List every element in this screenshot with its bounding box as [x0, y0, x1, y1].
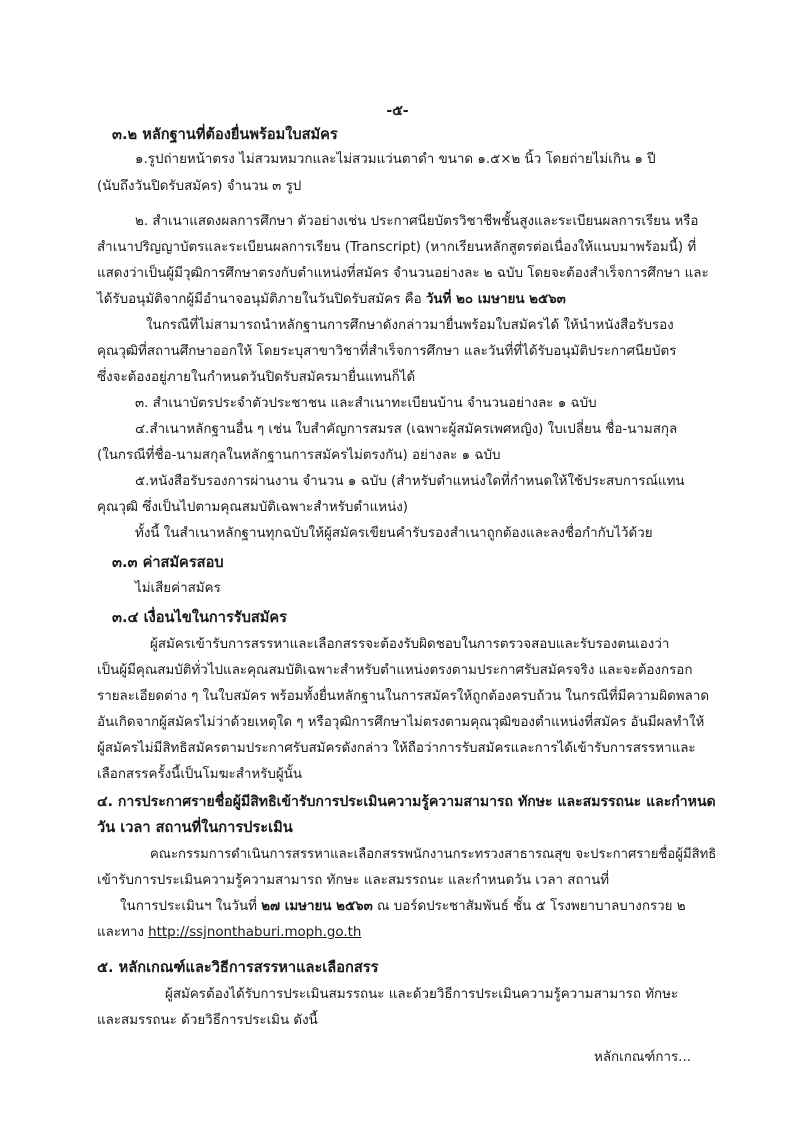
- item-2-line-4: [97, 291, 566, 309]
- item-4-line-1: ๔.สำเนาหลักฐานอื่น ๆ เช่น ใบสำคัญการสมรส (เฉพาะผู้สมัครเพศหญิง) ใบเปลี่ยน ชื่อ-นามสกุล: [135, 422, 678, 437]
- announcement-line-2: เข้ารับการประเมินความรู้ความสามารถ ทักษะ และสมรรถนะ และกำหนดวัน เวลา สถานที่: [97, 873, 610, 888]
- certify-note: ทั้งนี้ ในสำเนาหลักฐานทุกฉบับให้ผู้สมัครเขียนคำรับรองสำเนาถูกต้องและลงชื่อกำกับไว้ด้วย: [135, 526, 653, 541]
- item-1-line-2: (นับถึงวันปิดรับสมัคร) จำนวน ๓ รูป: [97, 179, 302, 194]
- section-3-3-heading: ๓.๓ ค่าสมัครสอบ: [112, 554, 224, 571]
- conditions-line-4: อันเกิดจากผู้สมัครไม่ว่าด้วยเหตุใด ๆ หรือวุฒิการศึกษาไม่ตรงตามคุณวุฒิของตำแหน่งที่สมัคร อันมีผลทำให้: [97, 715, 705, 730]
- conditions-line-2: เป็นผู้มีคุณสมบัติทั่วไปและคุณสมบัติเฉพาะสำหรับตำแหน่งตรงตามประกาศรับสมัครจริง และจะต้องกรอก: [97, 663, 693, 678]
- conditions-line-5: ผู้สมัครไม่มีสิทธิสมัครตามประกาศรับสมัครดังกล่าว ให้ถือว่าการรับสมัครและการได้เข้ารับการสรรหาและ: [97, 741, 696, 756]
- website-link[interactable]: http://ssjnonthaburi.moph.go.th: [148, 925, 362, 940]
- conditions-line-3: รายละเอียดต่าง ๆ ในใบสมัคร พร้อมทั้งยื่นหลักฐานในการสมัครให้ถูกต้องครบถ้วน ในกรณีที่มีความผิดพลาด: [97, 689, 710, 704]
- announcement-line-1: คณะกรรมการดำเนินการสรรหาและเลือกสรรพนักงานกระทรวงสาธารณสุข จะประกาศรายชื่อผู้มีสิทธิ: [150, 847, 717, 862]
- section-5-heading: ๕. หลักเกณฑ์และวิธีการสรรหาและเลือกสรร: [97, 959, 379, 976]
- announcement-location: ณ บอร์ดประชาสัมพันธ์ ชั้น ๕ โรงพยาบาลบางกรวย ๒: [372, 899, 686, 914]
- announcement-line-4: [97, 924, 361, 942]
- item-2-line-1: ๒. สำเนาแสดงผลการศึกษา ตัวอย่างเช่น ประกาศนียบัตรวิชาชีพชั้นสูงและระเบียนผลการเรียน หรือ: [135, 214, 699, 229]
- announcement-line-3-text: ในการประเมินฯ ในวันที่: [120, 899, 262, 914]
- page-number: -๕-: [386, 103, 409, 119]
- section-3-3-body: ไม่เสียค่าสมัคร: [135, 581, 221, 596]
- note-line-3: ซึ่งจะต้องอยู่ภายในกำหนดวันปิดรับสมัครมายื่นแทนก็ได้: [97, 370, 416, 385]
- section-4-heading-line-1: ๔. การประกาศรายชื่อผู้มีสิทธิเข้ารับการประเมินความรู้ความสามารถ ทักษะ และสมรรถนะ และกำหนด: [97, 794, 716, 810]
- item-4-line-2: (ในกรณีที่ชื่อ-นามสกุลในหลักฐานการสมัครไม่ตรงกัน) อย่างละ ๑ ฉบับ: [97, 448, 501, 463]
- announcement-date: ๒๗ เมษายน ๒๕๖๓: [261, 899, 373, 914]
- item-5-line-2: คุณวุฒิ ซึ่งเป็นไปตามคุณสมบัติเฉพาะสำหรับตำแหน่ง): [97, 500, 408, 515]
- item-3: ๓. สำเนาบัตรประจำตัวประชาชน และสำเนาทะเบียนบ้าน จำนวนอย่างละ ๑ ฉบับ: [135, 396, 597, 411]
- item-1-line-1: ๑.รูปถ่ายหน้าตรง ไม่สวมหมวกและไม่สวมแว่นตาดำ ขนาด ๑.๕×๒ นิ้ว โดยถ่ายไม่เกิน ๑ ปี: [135, 152, 656, 167]
- item-2-line-2: สำเนาปริญญาบัตรและระเบียนผลการเรียน (Transcript) (หากเรียนหลักสูตรต่อเนื่องให้แนบมาพร้อมนี้) ที่: [97, 240, 697, 255]
- section-3-2-heading: ๓.๒ หลักฐานที่ต้องยื่นพร้อมใบสมัคร: [112, 126, 338, 143]
- conditions-line-1: ผู้สมัครเข้ารับการสรรหาและเลือกสรรจะต้องรับผิดชอบในการตรวจสอบและรับรองตนเองว่า: [150, 637, 670, 652]
- criteria-line-1: ผู้สมัครต้องได้รับการประเมินสมรรถนะ และด้วยวิธีการประเมินความรู้ความสามารถ ทักษะ: [165, 987, 679, 1002]
- section-3-4-heading: ๓.๔ เงื่อนไขในการรับสมัคร: [112, 609, 288, 626]
- item-2-line-3: แสดงว่าเป็นผู้มีวุฒิการศึกษาตรงกับตำแหน่งที่สมัคร จำนวนอย่างละ ๒ ฉบับ โดยจะต้องสำเร็จการศึกษา และ: [97, 266, 709, 281]
- announcement-line-3: [120, 898, 686, 916]
- conditions-line-6: เลือกสรรครั้งนี้เป็นโมฆะสำหรับผู้นั้น: [97, 767, 303, 782]
- section-4-heading-line-2: วัน เวลา สถานที่ในการประเมิน: [97, 819, 293, 836]
- continuation-note: หลักเกณฑ์การ...: [594, 1050, 691, 1065]
- closing-date: วันที่ ๒๐ เมษายน ๒๕๖๓: [425, 292, 566, 307]
- note-line-2: คุณวุฒิที่สถานศึกษาออกให้ โดยระบุสาขาวิชาที่สำเร็จการศึกษา และวันที่ที่ได้รับอนุมัติประกาศนียบัตร: [97, 344, 677, 359]
- item-2-line-4-text: ได้รับอนุมัติจากผู้มีอำนาจอนุมัติภายในวันปิดรับสมัคร คือ: [97, 292, 426, 307]
- note-line-1: ในกรณีที่ไม่สามารถนำหลักฐานการศึกษาดังกล่าวมายื่นพร้อมใบสมัครได้ ให้นำหนังสือรับรอง: [146, 318, 674, 333]
- announcement-line-4-text: และทาง: [97, 925, 149, 940]
- item-5-line-1: ๕.หนังสือรับรองการผ่านงาน จำนวน ๑ ฉบับ (สำหรับตำแหน่งใดที่กำหนดให้ใช้ประสบการณ์แทน: [135, 474, 685, 489]
- criteria-line-2: และสมรรถนะ ด้วยวิธีการประเมิน ดังนี้: [97, 1013, 318, 1028]
